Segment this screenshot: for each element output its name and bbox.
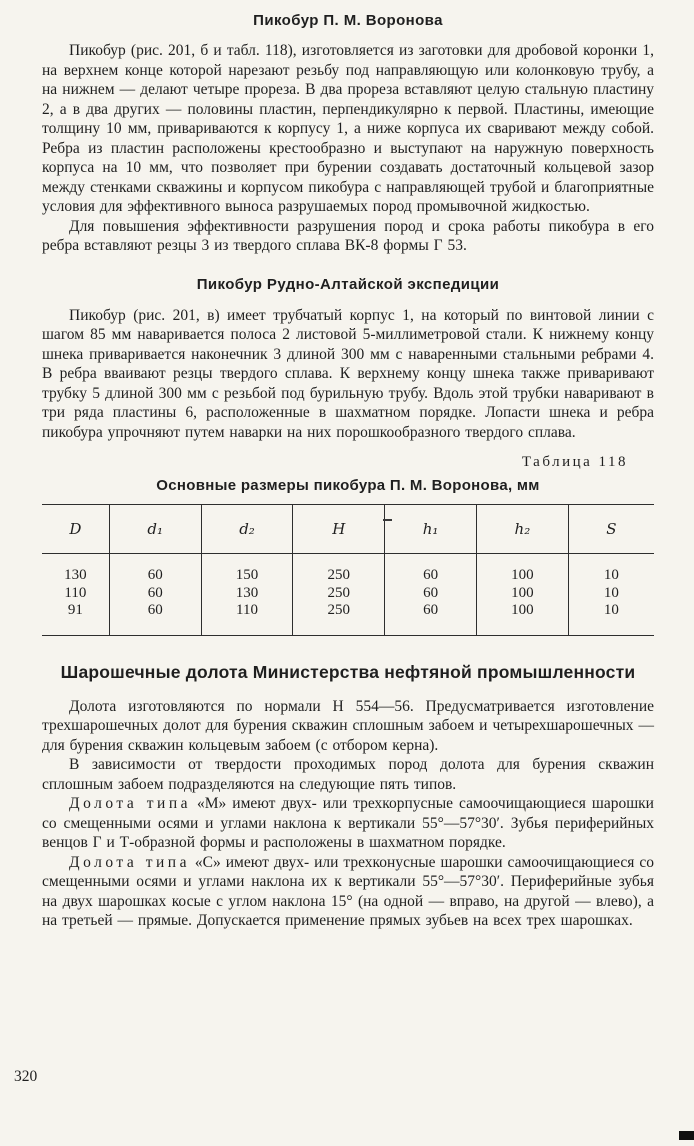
table-cell: 100: [477, 602, 569, 635]
table-cell: 100: [477, 554, 569, 585]
table-header-cell-D: D: [42, 505, 109, 554]
table-cell: 60: [109, 602, 201, 635]
table-row: [42, 554, 654, 585]
page-number: 320: [14, 1068, 38, 1085]
table-cell: 60: [385, 554, 477, 585]
table-cell: 10: [603, 584, 619, 601]
paragraph-dolota-1: Долота изготовляются по нормали Н 554—56. Предусматривается изготовление трехшарошечных долот для бурения скважин сплошным забоем и четырехшарошечных — для бурения скважин кольцевым забоем (с отбором керна).: [42, 697, 654, 754]
table-cell: 100: [477, 585, 569, 603]
paragraph-dolota-type-m: [42, 794, 654, 853]
table-cell: 130: [201, 585, 293, 603]
heading-sharoshechnye-dolota: Шарошечные долота Министерства нефтяной промышленности: [60, 661, 636, 682]
table-row: [42, 602, 654, 635]
table-cell: 130: [42, 554, 109, 585]
table-cell: 110: [42, 585, 109, 603]
table-cell: 250: [293, 602, 385, 635]
heading-rudno-altai: Пикобур Рудно-Алтайской экспедиции: [196, 275, 500, 293]
dimensions-table: [42, 504, 654, 636]
table-cell: 250: [293, 554, 385, 585]
table-cell: 60: [385, 585, 477, 603]
table-cell: 250: [293, 585, 385, 603]
table-header-row: [42, 505, 654, 554]
table-title: Основные размеры пикобура П. М. Воронова, мм: [156, 477, 540, 494]
table-header-cell-d2: d₂: [201, 505, 293, 554]
table-cell: 60: [109, 585, 201, 603]
table-cell: 91: [42, 602, 109, 635]
table-cell: 60: [109, 554, 201, 585]
scan-artifact-dash: [383, 519, 392, 521]
table-cell: 10: [603, 567, 619, 583]
paragraph-voronov-2: Для повышения эффективности разрушения пород и срока работы пикобура в его ребра вставляют резцы 3 из твердого сплава ВК-8 формы Г 53.: [42, 217, 654, 254]
heading-pikobur-voronova: Пикобур П. М. Воронова: [253, 12, 443, 29]
table-header-cell-h2: h₂: [477, 505, 569, 554]
table-label: Таблица 118: [521, 454, 628, 470]
paragraph-rudno-altai-1: Пикобур (рис. 201, в) имеет трубчатый корпус 1, на который по винтовой линии с шагом 85 мм наваривается полоса 2 листовой 5-миллиметровой стали. К нижнему концу шнека приваривается наконечник 3 длиной 300 мм с наваренными стальными ребрами 4. В ребра вваивают резцы твердого сплава. К верхнему концу шнека также приваривают трубку 5 длиной 300 мм с резьбой под бурильную трубу. Вдоль этой трубки наваривают в три ряда пластины 6, расположенные в шахматном порядке. Лопасти шнека и ребра пикобура упрочняют путем наварки на них порошкообразного твердого сплава.: [42, 306, 654, 441]
paragraph-dolota-type-s: [42, 853, 654, 931]
table-cell: 60: [385, 602, 477, 635]
table-header-cell-H: H: [293, 505, 385, 554]
table-cell: 150: [201, 554, 293, 585]
table-header-cell-d1: d₁: [109, 505, 201, 554]
paragraph-type-s-text: «С» имеют двух- или трехконусные шарошки самоочищающиеся со смещенными осями и углами наклона их к вертикали 55°—57°30′. Периферийные зубья на двух шарошках косые с углом наклона 15° (на одной — вправо, на другой — влево), а на третьей — прямые. Допускается применение прямых зубьев на всех трех шарошках.: [42, 853, 654, 929]
paragraph-dolota-2: В зависимости от твердости проходимых пород долота для бурения скважин сплошным забоем подразделяются на следующие пять типов.: [42, 756, 654, 793]
paragraph-type-m-text: «М» имеют двух- или трехкорпусные самоочищающиеся шарошки со смещенными осями и углами наклона к вертикали 55°—57°30′. Зубья периферийных венцов Г и Т-образной формы и расположены в шахматном порядке.: [42, 795, 654, 851]
table-header-cell-S: S: [568, 505, 654, 554]
table-header-cell-h1: h₁: [385, 505, 477, 554]
scan-artifact-corner: [679, 1131, 694, 1140]
table-cell: 110: [201, 602, 293, 635]
paragraph-voronov-1: Пикобур (рис. 201, б и табл. 118), изготовляется из заготовки для дробовой коронки 1, на верхнем конце которой нарезают резьбу под направляющую или колонковую трубу, а на нижнем — делают четыре прореза. В два прореза вставляют целую стальную пластину 2, а в два других — половины пластин, перпендикулярно к первой. Пластины, имеющие толщину 10 мм, привариваются к корпусу 1, а ниже корпуса их сваривают между собой. Ребра из пластин расположены крестообразно и выступают на наружную поверхность корпуса на 10 мм, что позволяет при бурении создавать достаточный кольцевой зазор между стенками скважины и корпусом пикобура с направляющей трубой и благоприятные условия для эффективного выноса разрушаемых пород промывочной жидкостью.: [42, 42, 654, 215]
spaced-lead-type-s: Долота типа: [69, 853, 190, 871]
spaced-lead-type-m: Долота типа: [69, 795, 191, 812]
table-cell: 10: [603, 602, 619, 618]
table-row: [42, 585, 654, 603]
